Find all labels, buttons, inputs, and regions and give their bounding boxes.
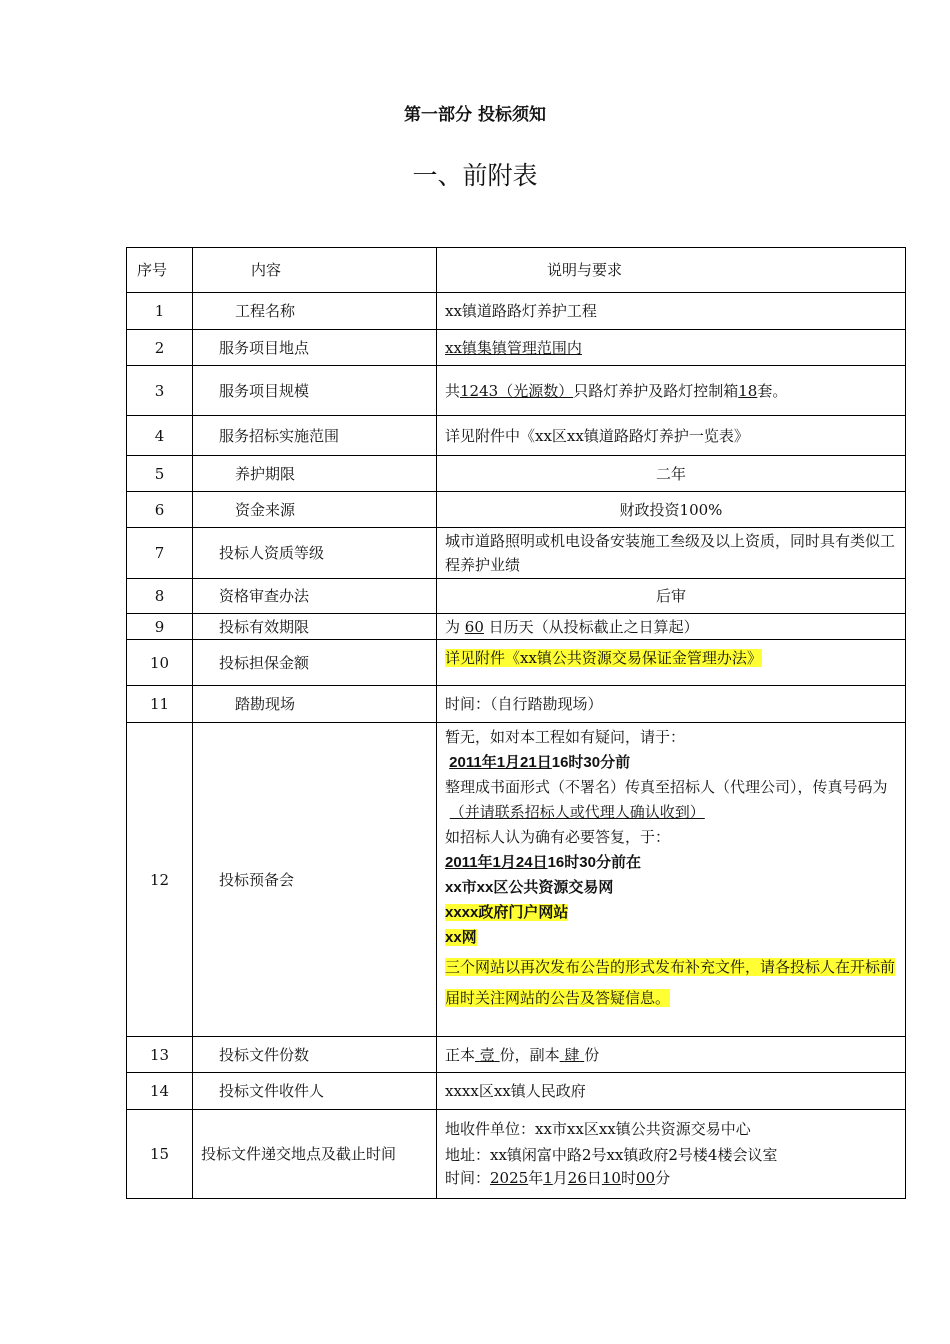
- highlighted-text: 三个网站以再次发布公告的形式发布补充文件，请各投标人在开标前届时关注网站的公告及答疑信息。: [445, 958, 896, 1007]
- row-name: 养护期限: [193, 456, 437, 492]
- text-part: 正本: [445, 1045, 476, 1064]
- row-desc: 城市道路照明或机电设备安装施工叁级及以上资质，同时具有类似工程养护业绩: [437, 528, 906, 579]
- row-desc: [437, 366, 906, 416]
- row-no: 15: [127, 1110, 193, 1199]
- highlighted-text: 详见附件《xx镇公共资源交易保证金管理办法》: [445, 649, 762, 667]
- row-name: 资金来源: [193, 492, 437, 528]
- service-location: xx镇集镇管理范围内: [445, 338, 582, 357]
- website-name: xx网: [445, 929, 477, 946]
- text-part: 份，副本: [499, 1045, 560, 1064]
- row-no: 4: [127, 416, 193, 456]
- table-row: [127, 614, 906, 640]
- row-no: 3: [127, 366, 193, 416]
- text-part: 份: [584, 1045, 600, 1064]
- table-row: [127, 723, 906, 1037]
- row-no: 14: [127, 1073, 193, 1110]
- row-desc: [437, 614, 906, 640]
- text-part: 套。: [757, 381, 788, 400]
- text-part: 日历天（从投标截止之日算起）: [488, 617, 699, 636]
- row-desc: [437, 723, 906, 1037]
- row-desc: 时间：（自行踏勘现场）: [437, 686, 906, 723]
- table-row: [127, 1073, 906, 1110]
- time-text: 16时30分前在: [547, 854, 641, 871]
- part-title: 第一部分 投标须知: [404, 105, 546, 125]
- row-no: 9: [127, 614, 193, 640]
- row-name: 投标担保金额: [193, 640, 437, 686]
- text-part: 只路灯养护及路灯控制箱: [573, 381, 739, 400]
- text-line: [445, 800, 897, 825]
- row-desc: [437, 1037, 906, 1073]
- row-name: 投标文件份数: [193, 1037, 437, 1073]
- light-count: 1243（光源数）: [460, 381, 574, 400]
- website-name: xxxx政府门户网站: [445, 904, 569, 921]
- row-desc: 财政投资100%: [437, 492, 906, 528]
- row-name: 投标文件收件人: [193, 1073, 437, 1110]
- row-desc: xx镇道路路灯养护工程: [437, 293, 906, 330]
- row-name: 工程名称: [193, 293, 437, 330]
- row-name: 投标人资质等级: [193, 528, 437, 579]
- row-no: 8: [127, 579, 193, 614]
- row-name: 服务项目地点: [193, 330, 437, 366]
- text-line: 地址：xx镇闲富中路2号xx镇政府2号楼4楼会议室: [445, 1146, 778, 1164]
- table-row: [127, 330, 906, 366]
- row-desc: 详见附件中《xx区xx镇道路路灯养护一览表》: [437, 416, 906, 456]
- row-no: 2: [127, 330, 193, 366]
- box-count: 18: [738, 381, 758, 400]
- text-part: 为: [445, 617, 461, 636]
- header-desc: 说明与要求: [437, 248, 906, 293]
- table-row: [127, 456, 906, 492]
- section-title: 一、前附表: [412, 161, 538, 190]
- row-name: 踏勘现场: [193, 686, 437, 723]
- copy-count: 肆: [564, 1045, 580, 1064]
- row-no: 1: [127, 293, 193, 330]
- bid-instructions-table: [126, 247, 906, 1199]
- time-text: 16时30分前: [551, 754, 631, 771]
- header-content: 内容: [193, 248, 437, 293]
- row-desc: [437, 1110, 906, 1199]
- row-no: 12: [127, 723, 193, 1037]
- table-row: [127, 492, 906, 528]
- text-line: 整理成书面形式（不署名）传真至招标人（代理公司），传真号码为: [445, 778, 888, 796]
- row-name: 服务招标实施范围: [193, 416, 437, 456]
- original-count: 壹: [479, 1045, 495, 1064]
- table-row: [127, 1037, 906, 1073]
- table-row: [127, 1110, 906, 1199]
- confirm-text: （并请联系招标人或代理人确认收到）: [449, 803, 705, 821]
- row-desc: 后审: [437, 579, 906, 614]
- row-no: 7: [127, 528, 193, 579]
- table-row: [127, 640, 906, 686]
- date-text: 2011年1月21日: [449, 754, 552, 771]
- table-row: [127, 528, 906, 579]
- deadline-time: 时间：2025年1月26日10时00分: [445, 1169, 671, 1187]
- row-no: 6: [127, 492, 193, 528]
- table-row: [127, 579, 906, 614]
- row-no: 13: [127, 1037, 193, 1073]
- date-text: 2011年1月24日: [445, 854, 548, 871]
- row-name: 资格审查办法: [193, 579, 437, 614]
- website-name: xx市xx区公共资源交易网: [445, 879, 614, 896]
- text-part: 共: [445, 381, 461, 400]
- table-row: [127, 366, 906, 416]
- text-line: 如招标人认为确有必要答复，于：: [445, 828, 671, 846]
- row-name: 投标预备会: [193, 723, 437, 1037]
- table-header-row: [127, 248, 906, 293]
- text-line: [445, 750, 897, 775]
- row-desc: [437, 330, 906, 366]
- row-desc: 二年: [437, 456, 906, 492]
- row-no: 5: [127, 456, 193, 492]
- table-row: [127, 293, 906, 330]
- text-line: 地收件单位：xx市xx区xx镇公共资源交易中心: [445, 1120, 751, 1138]
- table-row: [127, 416, 906, 456]
- row-no: 10: [127, 640, 193, 686]
- validity-days: 60: [464, 617, 484, 636]
- row-name: 服务项目规模: [193, 366, 437, 416]
- row-desc: xxxx区xx镇人民政府: [437, 1073, 906, 1110]
- text-line: [445, 850, 897, 875]
- text-line: 暂无，如对本工程如有疑问，请于：: [445, 728, 686, 746]
- row-desc: [437, 640, 906, 686]
- row-name: 投标文件递交地点及截止时间: [193, 1110, 437, 1199]
- table-row: [127, 686, 906, 723]
- row-name: 投标有效期限: [193, 614, 437, 640]
- row-no: 11: [127, 686, 193, 723]
- header-no: 序号: [127, 248, 193, 293]
